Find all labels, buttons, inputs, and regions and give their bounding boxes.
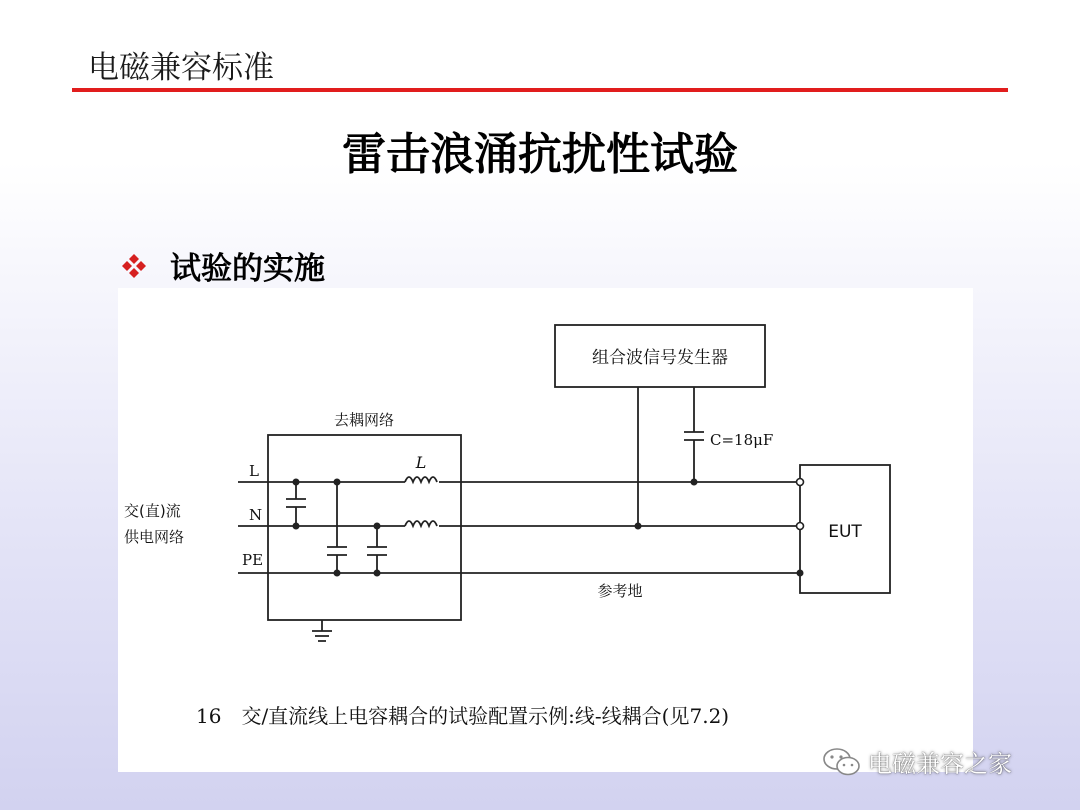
line-L-label: L bbox=[249, 462, 259, 480]
circuit-diagram bbox=[118, 288, 973, 772]
line-N-label: N bbox=[249, 506, 263, 524]
eut-label: EUT bbox=[828, 522, 862, 542]
header-title: 电磁兼容标准 bbox=[88, 50, 274, 86]
watermark bbox=[822, 744, 1012, 779]
inductor-label: L bbox=[415, 453, 427, 472]
header-rule bbox=[72, 88, 1008, 92]
slide-title: 雷击浪涌抗扰性试验 bbox=[342, 129, 738, 180]
watermark-text: 电磁兼容之家 bbox=[868, 750, 1012, 778]
network-label: 去耦网络 bbox=[333, 411, 395, 429]
bullet-item bbox=[120, 243, 325, 288]
supply-label-1: 交(直)流 bbox=[124, 502, 181, 520]
figure-caption: 16 交/直流线上电容耦合的试验配置示例:线-线耦合(见7.2) bbox=[196, 704, 730, 728]
bullet-text: 试验的实施 bbox=[170, 251, 325, 287]
diamond-bullet-icon bbox=[120, 252, 148, 280]
ground-label: 参考地 bbox=[597, 582, 643, 600]
inductor-L bbox=[405, 477, 437, 482]
inductor-N bbox=[405, 521, 437, 526]
wechat-icon bbox=[822, 745, 862, 779]
generator-label: 组合波信号发生器 bbox=[592, 348, 728, 368]
capacitor-label: C=18μF bbox=[710, 431, 774, 449]
circuit-svg bbox=[118, 288, 973, 772]
line-PE-label: PE bbox=[242, 551, 264, 569]
supply-label-2: 供电网络 bbox=[124, 528, 185, 546]
